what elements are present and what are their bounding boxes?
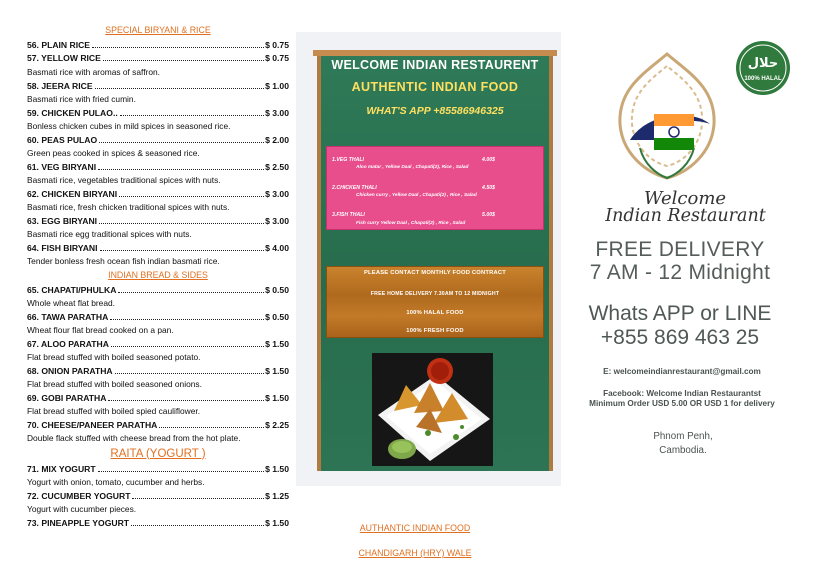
menu-item <box>27 82 289 92</box>
email-line: E: welcomeindianrestaurant@gmail.com <box>603 367 761 376</box>
item-price: $ 3.00 <box>265 107 289 118</box>
thali-items: Chicken curry , Yellow Daal , Chapati(2) , Rice , Salad <box>356 193 477 198</box>
item-name: 68. ONION PARATHA <box>27 365 113 376</box>
menu-item <box>27 519 289 529</box>
footer-link-authentic[interactable]: AUTHANTIC INDIAN FOOD <box>359 523 471 533</box>
footer-link-chandigarh[interactable]: CHANDIGARH (HRY) WALE <box>358 548 472 558</box>
samosa-photo <box>372 353 493 466</box>
board-whatsapp: WHAT'S APP +85586946325 <box>366 105 504 117</box>
menu-item <box>27 394 289 404</box>
thali-name: 3.FISH THALI <box>332 212 365 218</box>
menu-item <box>27 217 289 227</box>
section-heading-bread: INDIAN BREAD & SIDES <box>108 269 208 280</box>
halal-badge <box>735 40 791 96</box>
facebook-line: Facebook: Welcome Indian Restaurantst <box>603 389 761 398</box>
item-name: 63. EGG BIRYANI <box>27 215 98 226</box>
item-description: Basmati rice egg traditional spices with nuts. <box>27 229 192 240</box>
menu-item <box>27 367 289 377</box>
thali-name: 2.CHICKEN THALI <box>332 185 377 191</box>
item-description: Yogurt with onion, tomato, cucumber and herbs. <box>27 477 205 488</box>
item-price: $ 0.50 <box>265 284 289 295</box>
address <box>628 430 738 458</box>
menu-item <box>27 421 289 431</box>
halal-arabic-text: حلال <box>747 56 779 71</box>
item-price: $ 0.75 <box>265 39 289 50</box>
item-description: Basmati rice with aromas of saffron. <box>27 67 160 78</box>
item-description: Double flack stuffed with cheese bread from the hot plate. <box>27 433 241 444</box>
menu-item <box>27 465 289 475</box>
ashoka-chakra-icon <box>610 48 725 188</box>
thali-price: 4.50$ <box>482 185 495 191</box>
halal-badge-label: 100% HALAL <box>744 76 782 82</box>
contract-line: PLEASE CONTACT MONTHLY FOOD CONTRACT <box>363 270 507 276</box>
board-title: WELCOME INDIAN RESTAURENT <box>331 58 539 72</box>
item-name: 69. GOBI PARATHA <box>27 392 107 403</box>
item-name: 56. PLAIN RICE <box>27 39 91 50</box>
thali-items: Fish curry Yellow Daal , Chapati(2) , Rice , Salad <box>356 221 466 226</box>
restaurant-name-line2: Indian Restaurant <box>605 206 766 226</box>
item-price: $ 2.00 <box>265 134 289 145</box>
menu-item <box>27 244 289 254</box>
item-price: $ 2.25 <box>265 419 289 430</box>
menu-item <box>27 163 289 173</box>
item-description: Bonless chicken cubes in mild spices in seasoned rice. <box>27 121 231 132</box>
thali-price: 5.00$ <box>482 212 495 218</box>
thali-row <box>332 157 495 163</box>
menu-item <box>27 340 289 350</box>
item-name: 67. ALOO PARATHA <box>27 338 109 349</box>
item-description: Basmati rice with fried cumin. <box>27 94 136 105</box>
free-delivery-heading: FREE DELIVERY <box>595 238 765 261</box>
menu-item <box>27 109 289 119</box>
item-price: $ 1.50 <box>265 517 289 528</box>
board-frame-top <box>313 50 557 56</box>
item-price: $ 0.50 <box>265 311 289 322</box>
contact-block <box>562 302 798 349</box>
item-name: 73. PINEAPPLE YOGURT <box>27 517 130 528</box>
item-name: 60. PEAS PULAO <box>27 134 98 145</box>
item-price: $ 2.50 <box>265 161 289 172</box>
halal-food-line: 100% HALAL FOOD <box>406 310 464 316</box>
free-delivery-block <box>562 239 798 284</box>
item-description: Whole wheat flat bread. <box>27 298 115 309</box>
menu-item <box>27 54 289 64</box>
min-order-line: Minimum Order USD 5.00 OR USD 1 for delivery <box>589 399 775 408</box>
item-name: 66. TAWA PARATHA <box>27 311 109 322</box>
item-description: Yogurt with cucumber pieces. <box>27 504 137 515</box>
thali-row <box>332 185 495 191</box>
restaurant-name-line1: Welcome <box>643 188 727 209</box>
item-price: $ 4.00 <box>265 242 289 253</box>
item-price: $ 1.50 <box>265 365 289 376</box>
menu-column <box>27 26 289 532</box>
address-city: Phnom Penh, <box>653 431 713 442</box>
thali-name: 1.VEG THALI <box>332 157 364 163</box>
item-price: $ 3.00 <box>265 188 289 199</box>
item-description: Flat bread stuffed with boiled seasoned potato. <box>27 352 201 363</box>
item-description: Basmati rice, fresh chicken traditional spices with nuts. <box>27 202 230 213</box>
item-description: Green peas cooked in spices & seasoned rice. <box>27 148 200 159</box>
item-name: 57. YELLOW RICE <box>27 53 101 64</box>
menu-item <box>27 41 289 51</box>
thali-row <box>332 212 495 218</box>
item-price: $ 1.50 <box>265 338 289 349</box>
item-price: $ 1.50 <box>265 392 289 403</box>
item-price: $ 1.50 <box>265 463 289 474</box>
section-heading-biryani: SPECIAL BIRYANI & RICE <box>105 25 211 35</box>
menu-item <box>27 136 289 146</box>
item-name: 61. VEG BIRYANI <box>27 161 97 172</box>
item-name: 72. CUCUMBER YOGURT <box>27 490 131 501</box>
item-name: 58. JEERA RICE <box>27 80 93 91</box>
item-name: 62. CHICKEN BIRYANI <box>27 188 118 199</box>
phone-number: +855 869 463 25 <box>600 325 760 349</box>
item-description: Basmati rice, vegetables traditional spices with nuts. <box>27 175 221 186</box>
samosa-plate-image <box>372 353 493 466</box>
item-price: $ 3.00 <box>265 215 289 226</box>
board-subtitle: AUTHENTIC INDIAN FOOD <box>351 80 519 94</box>
item-name: 64. FISH BIRYANI <box>27 242 98 253</box>
menu-item <box>27 492 289 502</box>
item-description: Wheat flour flat bread cooked on a pan. <box>27 325 174 336</box>
item-description: Flat bread stuffed with boiled spied cauliflower. <box>27 406 201 417</box>
item-price: $ 1.00 <box>265 80 289 91</box>
section-heading-raita: RAITA (YOGURT ) <box>110 447 206 460</box>
item-name: 71. MIX YOGURT <box>27 463 96 474</box>
item-price: $ 0.75 <box>265 53 289 64</box>
whatsapp-label: Whats APP or LINE <box>588 302 772 325</box>
halal-seal-icon <box>735 40 791 96</box>
item-name: 65. CHAPATI/PHULKA <box>27 284 117 295</box>
item-description: Tender bonless fresh ocean fish indian basmati rice. <box>27 256 220 267</box>
item-name: 70. CHEESE/PANEER PARATHA <box>27 419 158 430</box>
item-name: 59. CHICKEN PULAO.. <box>27 107 118 118</box>
menu-item <box>27 190 289 200</box>
fresh-food-line: 100% FRESH FOOD <box>406 328 464 334</box>
restaurant-logo <box>610 48 725 188</box>
thali-items: Aloo matar , Yellow Daal , Chapati(2), Rice , Salad <box>356 165 469 170</box>
thali-price: 4.00$ <box>482 157 495 163</box>
delivery-line: FREE HOME DELIVERY 7.30AM TO 12 MIDNIGHT <box>370 291 500 297</box>
item-description: Flat bread stuffed with boiled seasoned onions. <box>27 379 202 390</box>
delivery-hours: 7 AM - 12 Midnight <box>589 260 771 284</box>
address-country: Cambodia. <box>659 445 707 457</box>
item-price: $ 1.25 <box>265 490 289 501</box>
menu-item <box>27 286 289 296</box>
menu-item <box>27 313 289 323</box>
